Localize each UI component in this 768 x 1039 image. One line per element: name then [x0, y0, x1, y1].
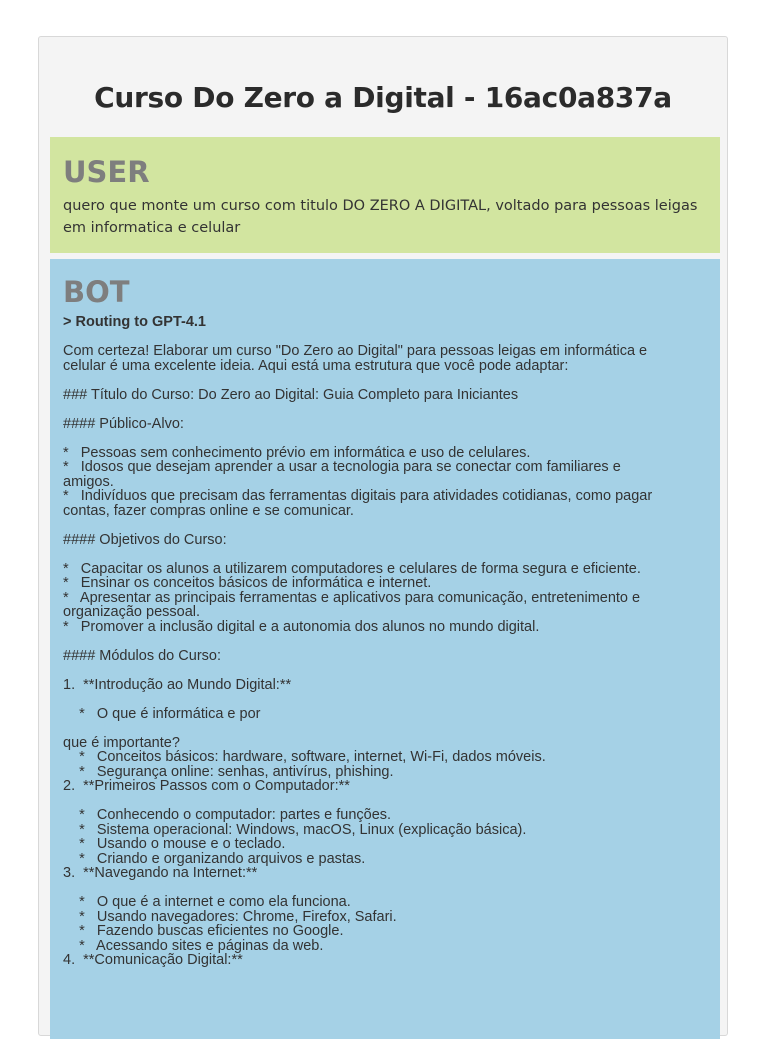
bot-text-line: * Criando e organizando arquivos e pastas.: [63, 850, 366, 867]
bot-text-line: * Promover a inclusão digital e a autonomia dos alunos no mundo digital.: [63, 618, 540, 635]
bot-text-line: Com certeza! Elaborar um curso "Do Zero ao Digital" para pessoas leigas em informática e: [63, 343, 648, 359]
bot-text-line: * Pessoas sem conhecimento prévio em informática e uso de celulares.: [63, 444, 531, 461]
bot-text-line: [63, 692, 707, 707]
bot-text-line: #### Objetivos do Curso:: [63, 531, 227, 548]
bot-text-line: 2. **Primeiros Passos com o Computador:**: [63, 778, 350, 794]
bot-text-line: 3. **Navegando na Internet:**: [63, 865, 258, 881]
bot-text-line: * Apresentar as principais ferramentas e aplicativos para comunicação, entretenimento e: [63, 589, 641, 606]
bot-text-line: celular é uma excelente ideia. Aqui está uma estrutura que você pode adaptar:: [63, 357, 569, 374]
bot-text-line: [63, 547, 707, 562]
bot-text-line: * Conceitos básicos: hardware, software, internet, Wi-Fi, dados móveis.: [63, 749, 546, 765]
bot-text-line: organização pessoal.: [63, 604, 201, 620]
user-message-line: em informatica e celular: [63, 220, 241, 236]
bot-text-line: [63, 518, 707, 533]
bot-text-line: * Fazendo buscas eficientes no Google.: [63, 923, 344, 939]
document-title: Curso Do Zero a Digital - 16ac0a837a: [94, 81, 672, 114]
user-message-line: quero que monte um curso com titulo DO ZERO A DIGITAL, voltado para pessoas leigas: [63, 198, 698, 214]
bot-text-line: * O que é informática e por: [63, 705, 261, 722]
bot-text-line: 4. **Comunicação Digital:**: [63, 952, 243, 968]
user-message: [50, 137, 720, 253]
bot-text-line: * Capacitar os alunos a utilizarem computadores e celulares de forma segura e eficiente.: [63, 560, 641, 577]
bot-text-line: * Acessando sites e páginas da web.: [63, 937, 324, 954]
bot-text-line: * Usando navegadores: Chrome, Firefox, Safari.: [63, 908, 397, 925]
bot-text-line: [63, 663, 707, 678]
document-page: [38, 36, 728, 1036]
bot-text-line: [63, 330, 707, 345]
bot-text-line: ### Título do Curso: Do Zero ao Digital: Guia Completo para Iniciantes: [63, 386, 519, 403]
bot-text-line: [63, 721, 707, 736]
bot-text-line: contas, fazer compras online e se comunicar.: [63, 502, 354, 519]
bot-text-line: [63, 794, 707, 809]
bot-text-line: [63, 431, 707, 446]
bot-text-line: amigos.: [63, 473, 114, 490]
bot-text-line: [63, 881, 707, 896]
bot-role-label: BOT: [63, 275, 130, 309]
user-role-label: USER: [63, 155, 150, 189]
bot-text-line: * Conhecendo o computador: partes e funções.: [63, 807, 392, 823]
bot-text-line: [63, 373, 707, 388]
bot-text-line: que é importante?: [63, 734, 180, 751]
bot-text-line: [63, 402, 707, 417]
bot-text-line: 1. **Introdução ao Mundo Digital:**: [63, 676, 292, 693]
bot-text-line: * Sistema operacional: Windows, macOS, Linux (explicação básica).: [63, 821, 527, 838]
bot-text-line: [63, 634, 707, 649]
bot-text-line: #### Público-Alvo:: [63, 415, 184, 432]
routing-note: > Routing to GPT-4.1: [63, 314, 206, 330]
user-message-text: [63, 195, 707, 239]
bot-text-line: * O que é a internet e como ela funciona.: [63, 894, 351, 910]
bot-message-text: [63, 315, 707, 968]
bot-text-line: * Usando o mouse e o teclado.: [63, 836, 286, 852]
bot-message: [50, 259, 720, 1039]
bot-text-line: * Segurança online: senhas, antivírus, phishing.: [63, 763, 394, 780]
bot-text-line: * Ensinar os conceitos básicos de informática e internet.: [63, 575, 432, 591]
bot-text-line: #### Módulos do Curso:: [63, 647, 221, 664]
bot-text-line: * Indivíduos que precisam das ferramentas digitais para atividades cotidianas, como pagar: [63, 488, 653, 504]
bot-text-line: * Idosos que desejam aprender a usar a tecnologia para se conectar com familiares e: [63, 459, 621, 475]
